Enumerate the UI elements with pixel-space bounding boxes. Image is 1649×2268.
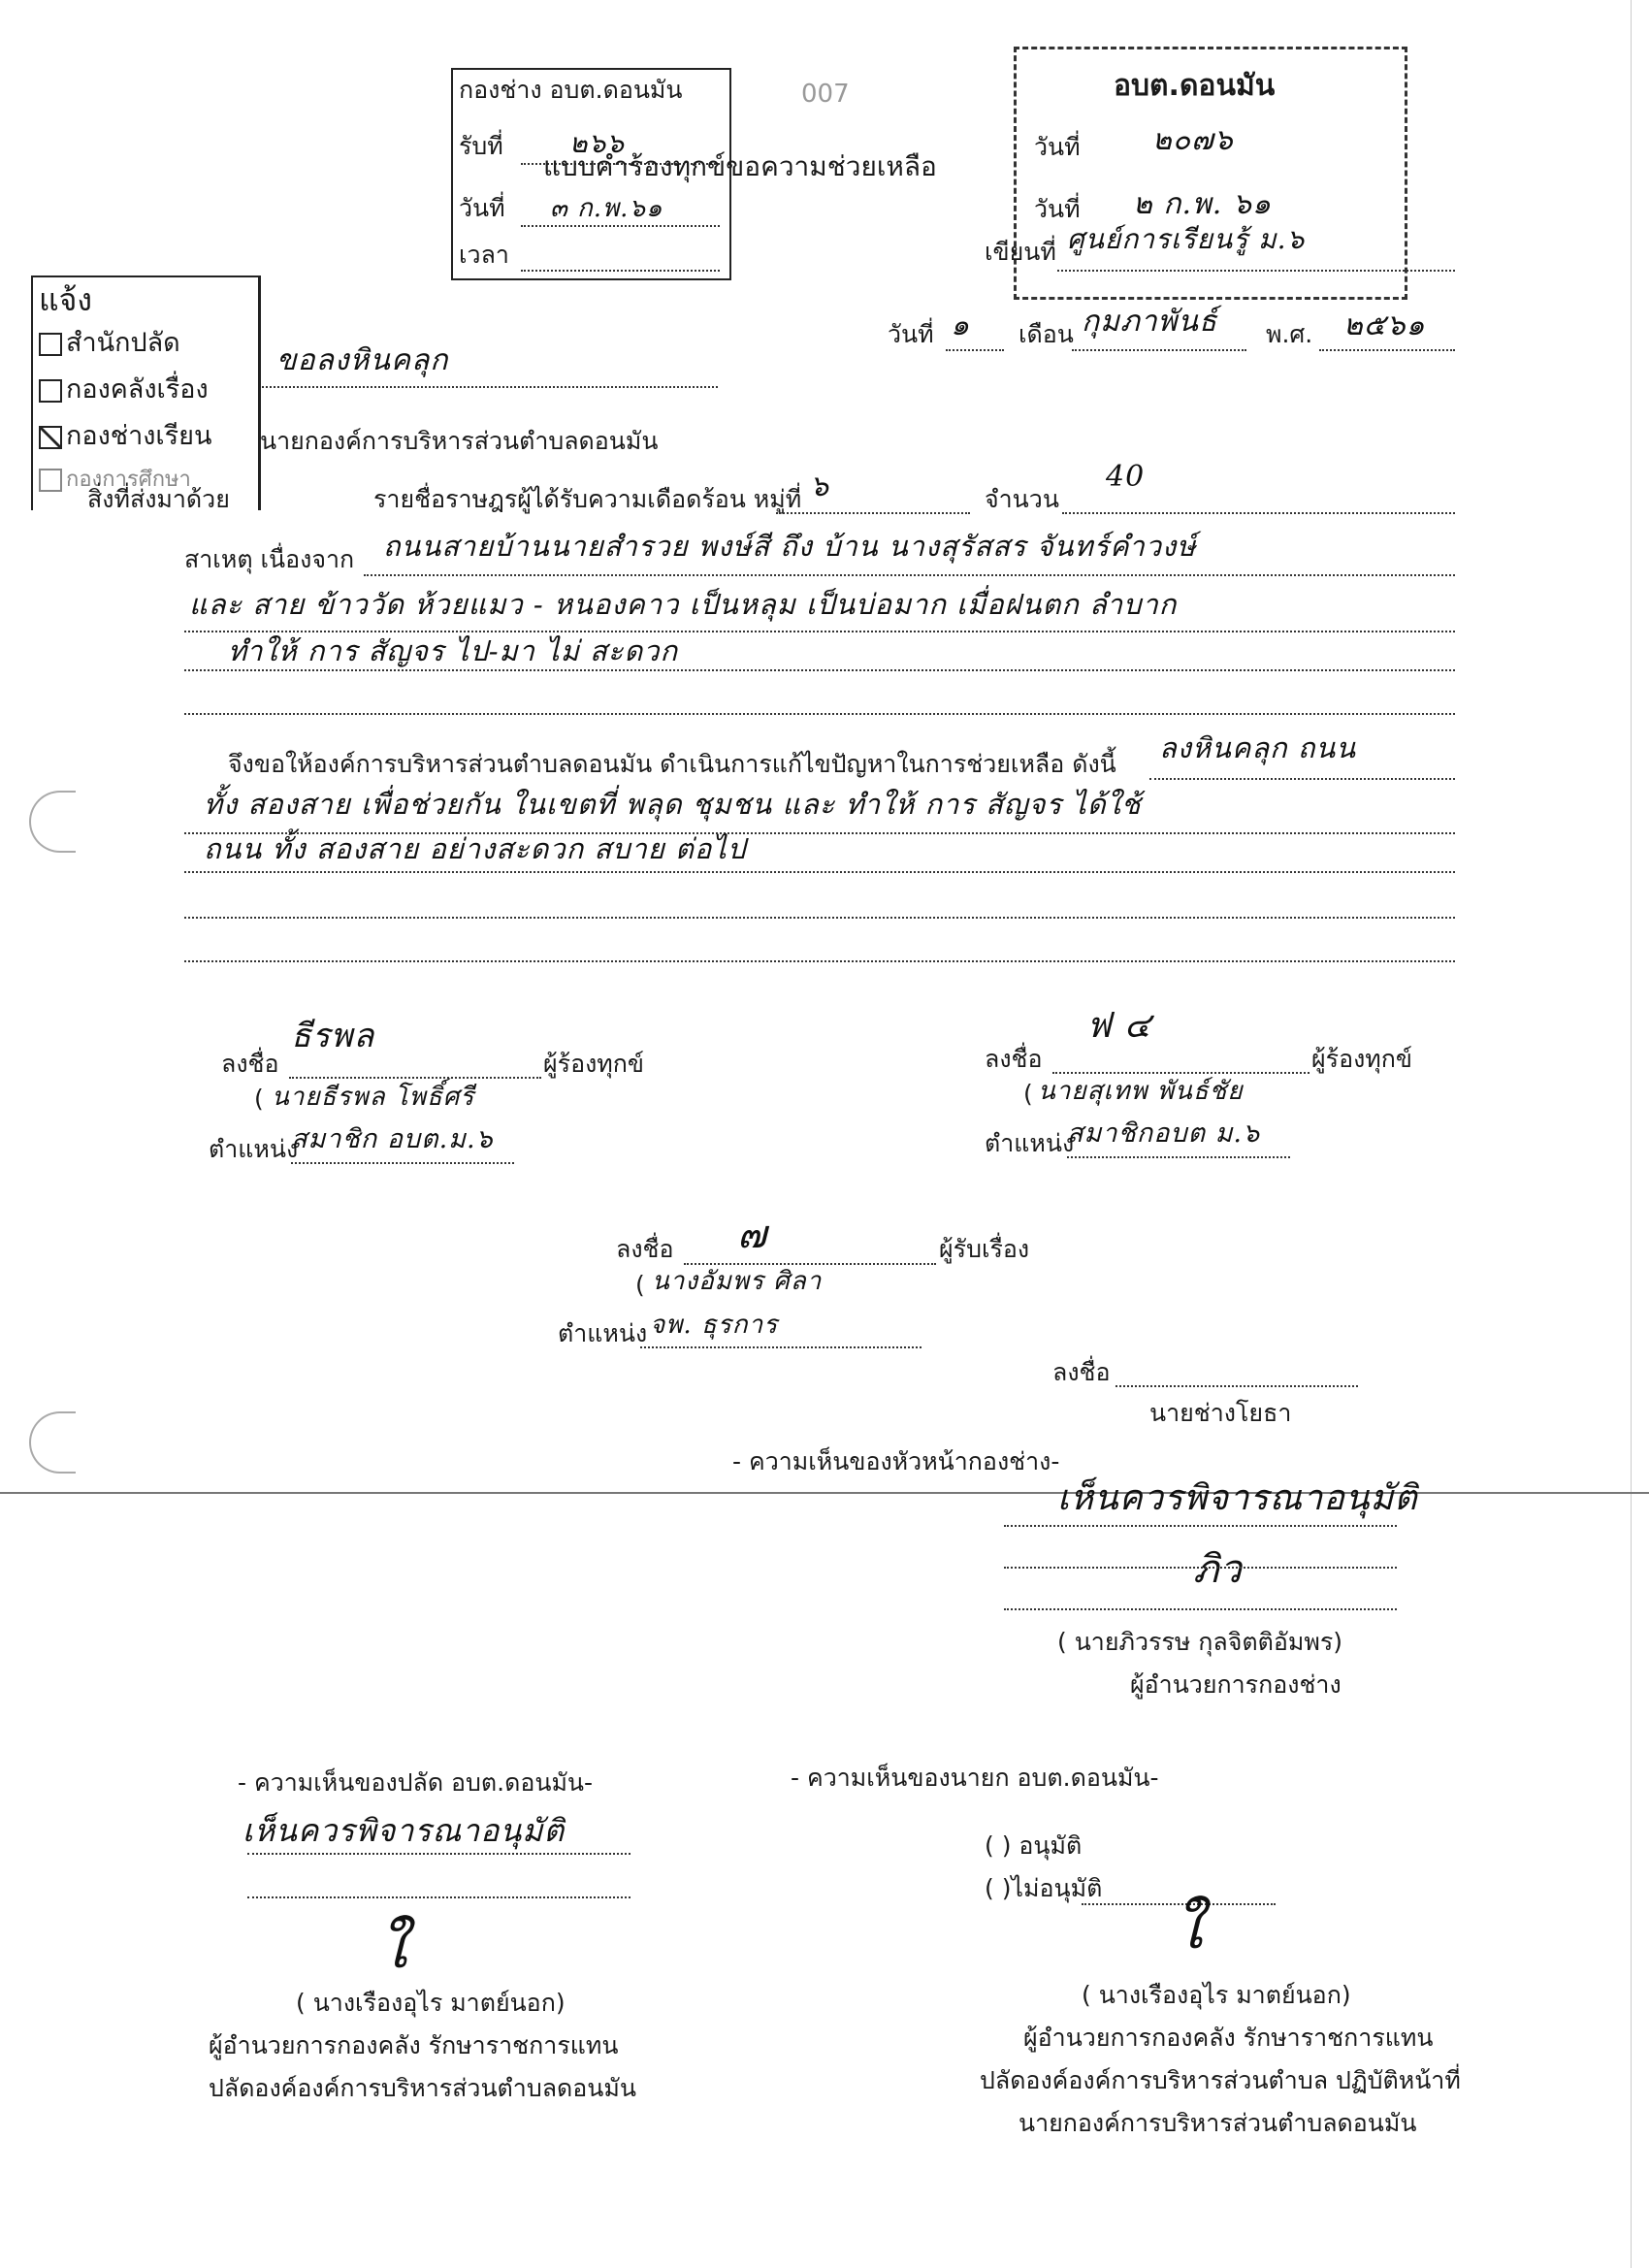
written-at-label: เขียนที่: [985, 238, 1056, 266]
right-complainant-name: นายสุเทพ พันธ์ชัย: [1038, 1077, 1244, 1106]
received-date-value: ๓ ก.พ.๖๑: [550, 194, 663, 223]
clerk-title-1: ผู้อำนวยการกองคลัง รักษาราชการแทน: [209, 2031, 619, 2059]
right-complainant-label: ผู้ร้องทุกข์: [1311, 1045, 1413, 1073]
date-day-label: วันที่: [888, 320, 934, 348]
reference-note: 007: [801, 80, 850, 109]
scan-edge: [1631, 0, 1632, 2268]
date-day-value: ๑: [951, 308, 971, 342]
clerk-heading: - ความเห็นของปลัด อบต.ดอนมัน-: [238, 1768, 594, 1797]
receiver-name: นางอัมพร ศิลา: [652, 1267, 823, 1296]
cause-line-1: ถนนสายบ้านนายสำรวย พงษ์สี ถึง บ้าน นางสุรัสสร จันทร์คำวงษ์: [383, 530, 1197, 563]
stamp-number: ๒๐๗๖: [1152, 123, 1234, 157]
received-time-label: เวลา: [459, 241, 509, 269]
receiver-sign-label: ลงชื่อ: [616, 1235, 674, 1263]
recipient: นายกองค์การบริหารส่วนตำบลดอนมัน: [260, 427, 659, 455]
clerk-name: ( นางเรืองอุไร มาตย์นอก): [296, 1989, 566, 2017]
notify-option-3: กองช่างเรียน: [39, 421, 211, 452]
receiver-signature: ๗: [737, 1213, 768, 1257]
receiver-position-value: จพ. ธุรการ: [650, 1311, 779, 1340]
checked-checkbox-icon: [39, 426, 62, 449]
left-complainant-name: นายธีรพล โพธิ์ศรี: [272, 1083, 475, 1112]
mayor-title-2: ปลัดองค์องค์การบริหารส่วนตำบล ปฏิบัติหน้าที่: [980, 2066, 1461, 2094]
punch-hole: [29, 1411, 76, 1474]
mayor-heading: - ความเห็นของนายก อบต.ดอนมัน-: [791, 1764, 1159, 1792]
notify-title: แจ้ง: [39, 281, 92, 318]
head-engineer-signature: ภิว: [1193, 1547, 1243, 1592]
written-at-value: ศูนย์การเรียนรู้ ม.๖: [1067, 223, 1306, 255]
head-engineer-title: ผู้อำนวยการกองช่าง: [1130, 1670, 1342, 1699]
left-complainant-label: ผู้ร้องทุกข์: [543, 1050, 645, 1078]
attachments-text: รายชื่อราษฎรผู้ได้รับความเดือดร้อน หมู่ที่: [373, 485, 802, 513]
engineer-title: นายช่างโยธา: [1149, 1399, 1292, 1427]
left-sign-label: ลงชื่อ: [221, 1050, 279, 1078]
clerk-title-2: ปลัดองค์องค์การบริหารส่วนตำบลดอนมัน: [209, 2074, 636, 2102]
right-signature: ฟ ๔: [1086, 1006, 1152, 1046]
received-no-label: รับที่: [459, 132, 503, 160]
right-sign-label: ลงชื่อ: [985, 1045, 1043, 1073]
receiver-label: ผู้รับเรื่อง: [939, 1235, 1030, 1263]
checkbox-icon: [39, 469, 62, 492]
head-engineer-comment: เห็นควรพิจารณาอนุมัติ: [1057, 1478, 1418, 1518]
attachments-count-label: จำนวน: [985, 485, 1059, 513]
mayor-title-3: นายกองค์การบริหารส่วนตำบลดอนมัน: [1018, 2109, 1417, 2137]
request-line-2: ทั้ง สองสาย เพื่อช่วยกัน ในเขตที่ พลุด ชุมชน และ ทำให้ การ สัญจร ได้ใช้: [204, 788, 1142, 821]
head-engineer-name: ( นายภิวรรษ กุลจิตติอัมพร): [1057, 1628, 1343, 1656]
checkbox-icon: [39, 379, 62, 403]
mayor-signature: ใ: [1174, 1895, 1204, 1962]
attachments-label: สิ่งที่ส่งมาด้วย: [87, 485, 230, 513]
attachments-moo-value: ๖: [810, 470, 830, 503]
cause-line-3: ทำให้ การ สัญจร ไป-มา ไม่ สะดวก: [228, 634, 679, 667]
clerk-comment: เห็นควรพิจารณาอนุมัติ: [242, 1812, 566, 1849]
stamp-date-label: วันที่: [1034, 195, 1081, 223]
form-title: แบบคำร้องทุกข์ขอความช่วยเหลือ: [543, 150, 937, 182]
head-engineer-heading: - ความเห็นของหัวหน้ากองช่าง-: [732, 1447, 1060, 1475]
receiver-position-label: ตำแหน่ง: [558, 1319, 648, 1347]
checkbox-icon: [39, 333, 62, 356]
clerk-signature: ใ: [378, 1914, 408, 1982]
notify-box: [31, 275, 261, 510]
notify-option-4: กองการศึกษา: [39, 468, 191, 493]
date-month-label: เดือน: [1018, 320, 1074, 348]
engineer-sign-label: ลงชื่อ: [1052, 1358, 1111, 1386]
date-month-value: กุมภาพันธ์: [1082, 305, 1218, 339]
date-year-value: ๒๕๖๑: [1343, 308, 1426, 342]
received-stamp: [1014, 47, 1407, 300]
mayor-title-1: ผู้อำนวยการกองคลัง รักษาราชการแทน: [1023, 2024, 1434, 2052]
stamp-no-label: วันที่: [1034, 133, 1081, 161]
mayor-name: ( นางเรืองอุไร มาตย์นอก): [1082, 1981, 1351, 2009]
received-date-label: วันที่: [459, 194, 505, 222]
notify-option-1: สำนักปลัด: [39, 328, 180, 359]
right-position-value: สมาชิกอบต ม.๖: [1067, 1118, 1261, 1149]
punch-hole: [29, 791, 76, 853]
right-position-label: ตำแหน่ง: [985, 1129, 1075, 1157]
date-year-label: พ.ศ.: [1266, 320, 1313, 348]
attachments-count-value: 40: [1106, 460, 1146, 494]
stamp-date-value: ๒ ก.พ. ๖๑: [1133, 187, 1272, 221]
received-office: กองช่าง อบต.ดอนมัน: [459, 76, 683, 104]
mayor-reject: ( )ไม่อนุมัติ: [985, 1874, 1103, 1902]
cause-line-2: และ สาย ข้าววัด ห้วยแมว - หนองคาว เป็นหลุม เป็นบ่อมาก เมื่อฝนตก ลำบาก: [189, 588, 1178, 621]
request-line-1: ลงหินคลุก ถนน: [1159, 731, 1357, 764]
left-signature: ธีรพล: [291, 1017, 375, 1055]
notify-option-2: กองคลังเรื่อง: [39, 374, 209, 405]
cause-label: สาเหตุ เนื่องจาก: [184, 545, 355, 573]
stamp-org: อบต.ดอนมัน: [1114, 69, 1276, 103]
mayor-approve: ( ) อนุมัติ: [985, 1831, 1083, 1860]
request-text: จึงขอให้องค์การบริหารส่วนตำบลดอนมัน ดำเนินการแก้ไขปัญหาในการช่วยเหลือ ดังนี้: [228, 750, 1116, 778]
left-position-value: สมาชิก อบต.ม.๖: [291, 1124, 494, 1154]
subject-value: ขอลงหินคลุก: [276, 343, 449, 377]
left-position-label: ตำแหน่ง: [209, 1135, 299, 1163]
complaint-form-page: กองช่าง อบต.ดอนมัน รับที่ ๒๖๖ วันที่ ๓ ก.พ.๖๑ เวลา 007 แบบคำร้องทุกข์ขอความช่วยเหลือ อบต.ดอนมัน ๒๐๗๖ วันที่ วันที่ ๒ ก.พ. ๖๑ เขียนที่ ศูนย์การเรียนรู้ ม.๖ วันที่ ๑ เดือน กุมภาพันธ์ พ.ศ. ๒๕๖๑ แจ้ง สำนักปลัด กองคลังเรื่อง กองช่างเรียน กองการศึกษา ขอลงหินคลุก นายกองค์การบริหารส่วนตำบลดอนมัน สิ่งที่ส่งมาด้วย รายชื่อราษฎรผู้ได้รับความเดือดร้อน หมู่ที่ ๖ จำนวน 40 สาเหตุ เนื่องจาก ถนนสายบ้านนายสำรวย พงษ์สี ถึง บ้าน นางสุรัสสร จันทร์คำวงษ์ และ สาย ข้าววัด ห้วยแมว - หนองคาว เป็นหลุม เป็นบ่อมาก เมื่อฝนตก ลำบาก ทำให้ การ สัญจร ไป-มา ไม่ สะดวก จึงขอให้องค์การบริหารส่วนตำบลดอนมัน ดำเนินการแก้ไขปัญหาในการช่วยเหลือ ดังนี้ ลงหินคลุก ถนน ทั้ง สองสาย เพื่อช่วยกัน ในเขตที่ พลุด ชุมชน และ ทำให้ การ สัญจร ได้ใช้ ถนน ทั้ง สองสาย อย่างสะดวก สบาย ต่อไป ลงชื่อ ธีรพล ผู้ร้องทุกข์ ( นายธีรพล โพธิ์ศรี ตำแหน่ง สมาชิก อบต.ม.๖ ลงชื่อ ฟ ๔ ผู้ร้องทุกข์ ( นายสุเทพ พันธ์ชัย ตำแหน่ง สมาชิกอบต ม.๖ ลงชื่อ ๗ ผู้รับเรื่อง ( นางอัมพร ศิลา ตำแหน่ง จพ. ธุรการ ลงชื่อ นายช่างโยธา - ความเห็นของหัวหน้ากองช่าง- เห็นควรพิจารณาอนุมัติ ภิว ( นายภิวรรษ กุลจิตติอัมพร) ผู้อำนวยการกองช่าง - ความเห็นของปลัด อบต.ดอนมัน- เห็นควรพิจารณาอนุมัติ ใ ( นางเรืองอุไร มาตย์นอก) ผู้อำนวยการกองคลัง รักษาราชการแทน ปลัดองค์องค์การบริหารส่วนตำบลดอนมัน - ความเห็นของนายก อบต.ดอนมัน- ( ) อนุมัติ ( )ไม่อนุมัติ ใ ( นางเรืองอุไร มาตย์นอก) ผู้อำนวยการกองคลัง รักษาราชการแทน ปลัดองค์องค์การบริหารส่วนตำบล ปฏิบัติหน้าที่ นายกองค์การบริหารส่วนตำบลดอนมัน: [0, 0, 1649, 2268]
received-no-value: ๒๖๖: [569, 127, 626, 159]
request-line-3: ถนน ทั้ง สองสาย อย่างสะดวก สบาย ต่อไป: [204, 832, 747, 865]
